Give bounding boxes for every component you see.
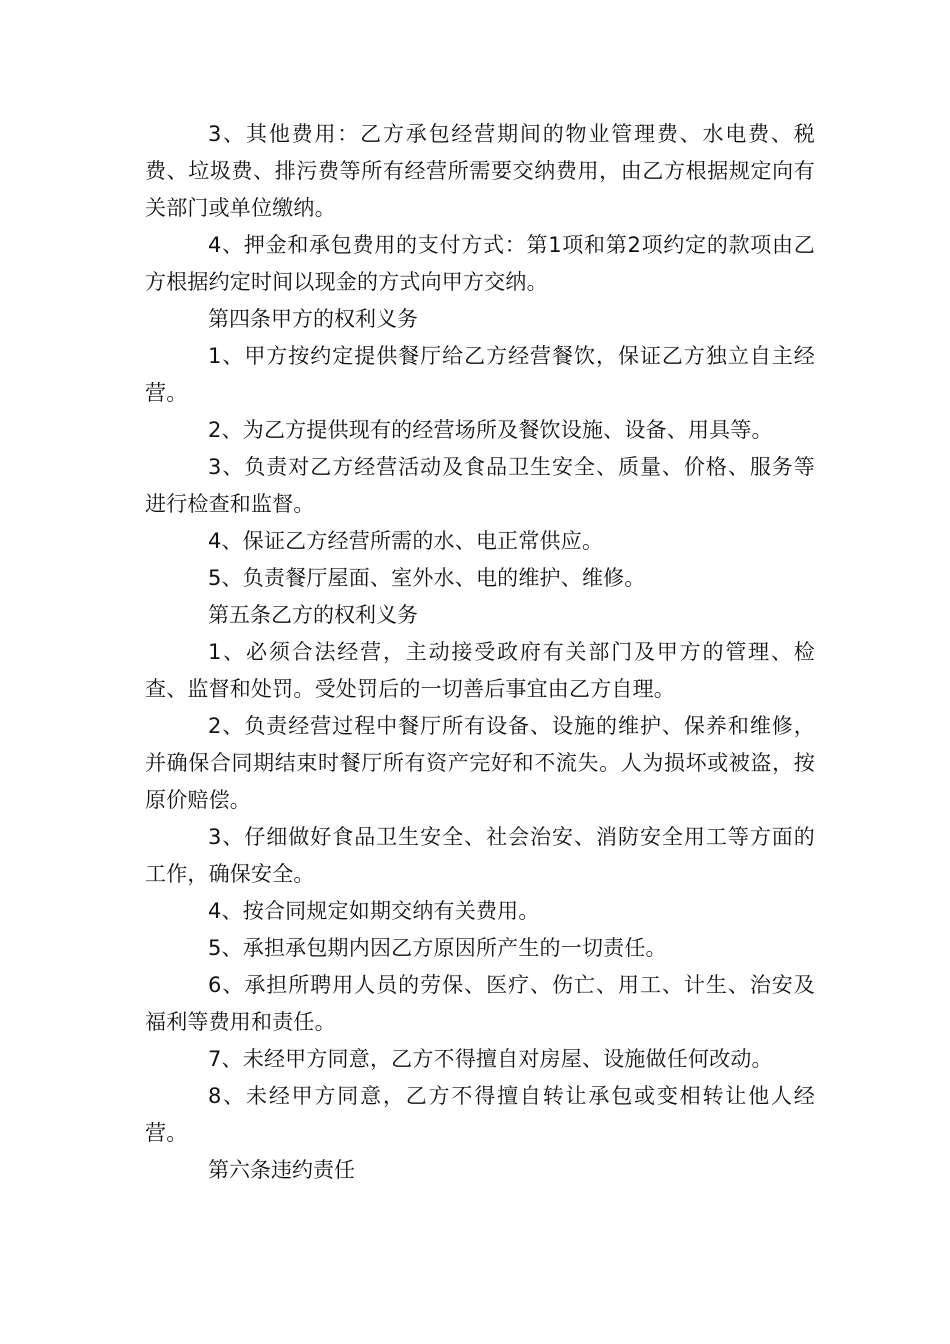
paragraph-party-b-item-6: 6、承担所聘用人员的劳保、医疗、伤亡、用工、计生、治安及福利等费用和责任。 [145, 973, 815, 1034]
paragraph-party-b-item-3: 3、仔细做好食品卫生安全、社会治安、消防安全用工等方面的工作，确保安全。 [145, 825, 815, 886]
paragraph-party-a-item-3: 3、负责对乙方经营活动及食品卫生安全、质量、价格、服务等进行检查和监督。 [145, 455, 815, 516]
paragraph-party-b-item-1: 1、必须合法经营，主动接受政府有关部门及甲方的管理、检查、监督和处罚。受处罚后的一切善后事宜由乙方自理。 [145, 640, 815, 701]
paragraph-other-fees: 3、其他费用：乙方承包经营期间的物业管理费、水电费、税费、垃圾费、排污费等所有经营所需要交纳费用，由乙方根据规定向有关部门或单位缴纳。 [145, 122, 815, 220]
paragraph-party-b-item-4: 4、按合同规定如期交纳有关费用。 [208, 899, 540, 923]
section-heading-article-6: 第六条违约责任 [208, 1158, 355, 1182]
paragraph-party-a-item-5: 5、负责餐厅屋面、室外水、电的维护、维修。 [208, 566, 646, 590]
paragraph-party-a-item-1: 1、甲方按约定提供餐厅给乙方经营餐饮，保证乙方独立自主经营。 [145, 344, 815, 405]
paragraph-party-b-item-7: 7、未经甲方同意，乙方不得擅自对房屋、设施做任何改动。 [208, 1047, 773, 1071]
section-heading-article-5: 第五条乙方的权利义务 [208, 603, 418, 627]
paragraph-party-a-item-2: 2、为乙方提供现有的经营场所及餐饮设施、设备、用具等。 [208, 418, 773, 442]
paragraph-party-b-item-8: 8、未经甲方同意，乙方不得擅自转让承包或变相转让他人经营。 [145, 1084, 815, 1145]
document-body [145, 116, 815, 1189]
section-heading-article-4: 第四条甲方的权利义务 [208, 307, 418, 331]
paragraph-payment-method: 4、押金和承包费用的支付方式：第1项和第2项约定的款项由乙方根据约定时间以现金的方式向甲方交纳。 [145, 233, 815, 294]
paragraph-party-b-item-2: 2、负责经营过程中餐厅所有设备、设施的维护、保养和维修，并确保合同期结束时餐厅所有资产完好和不流失。人为损坏或被盗，按原价赔偿。 [145, 714, 815, 812]
paragraph-party-a-item-4: 4、保证乙方经营所需的水、电正常供应。 [208, 529, 604, 553]
paragraph-party-b-item-5: 5、承担承包期内因乙方原因所产生的一切责任。 [208, 936, 667, 960]
